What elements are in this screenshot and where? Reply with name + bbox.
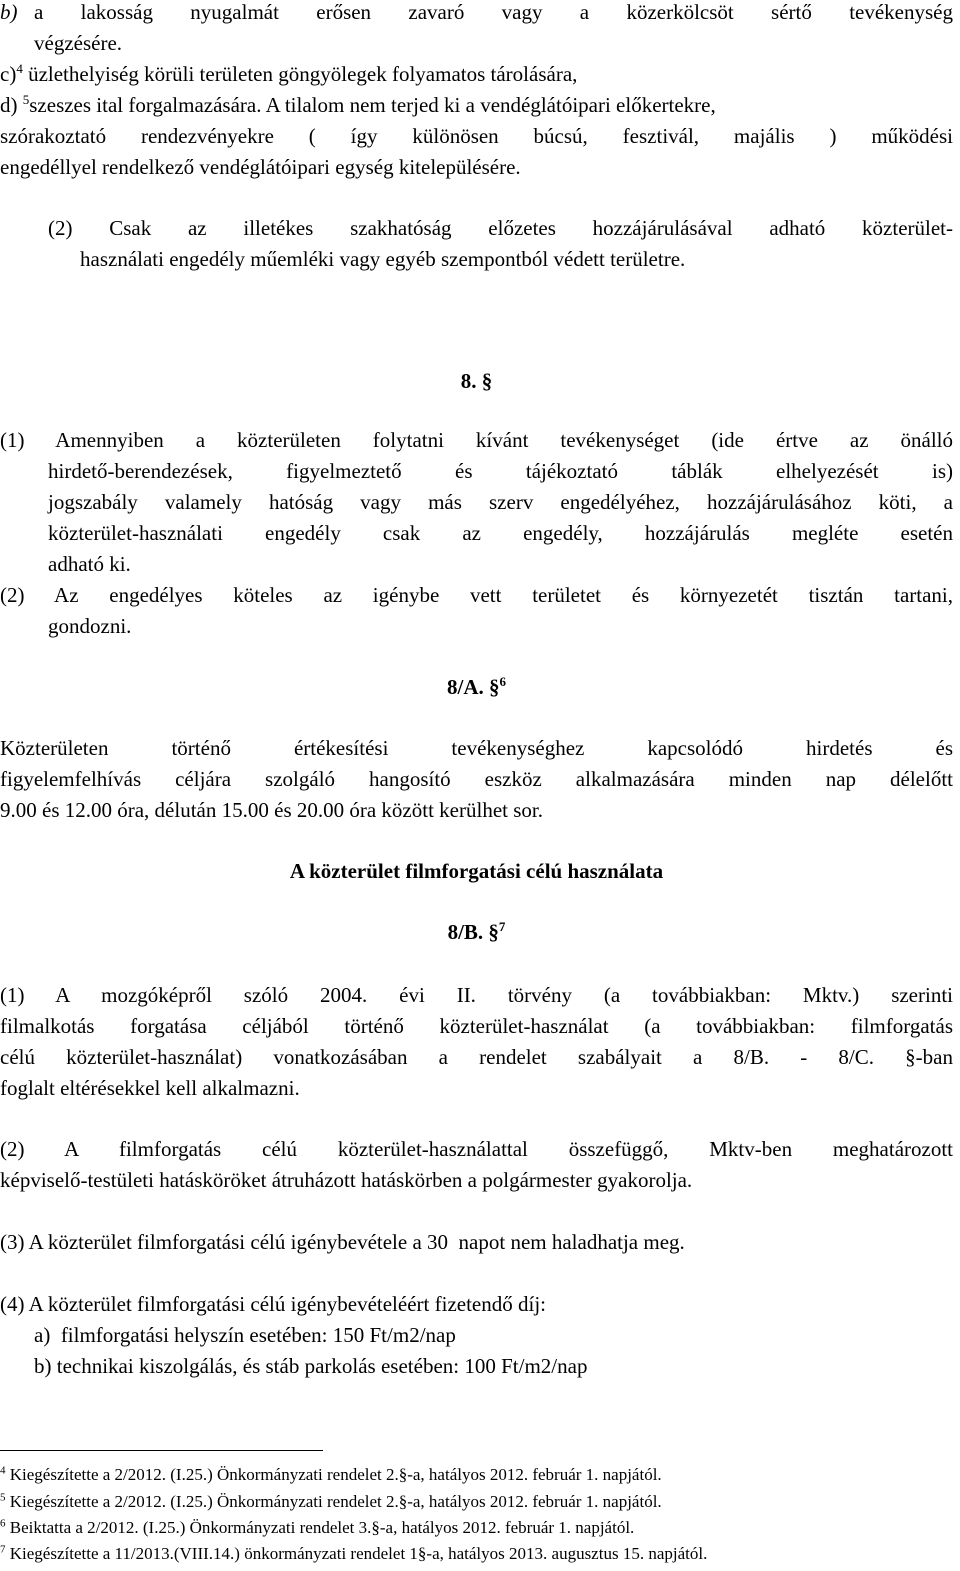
sec8a-line-2: figyelemfelhívás céljára szolgáló hangosító eszköz alkalmazására minden nap délelőtt xyxy=(0,767,953,791)
sec8-p2-line-1: (2) Az engedélyes köteles az igénybe vett területet és környezetét tisztán tartani, xyxy=(0,583,953,607)
sec8-p1-line-3: jogszabály valamely hatóság vagy más szerv engedélyéhez, hozzájárulásához köti, a xyxy=(48,490,953,514)
sec8b-p1-line-2: filmalkotás forgatása céljából történő közterület-használat (a továbbiakban: filmforgatás xyxy=(0,1014,953,1038)
section-8-heading: 8. § xyxy=(460,369,493,393)
sec8b-p2-line-2: képviselő-testületi hatásköröket átruházott hatáskörben a polgármester gyakorolja. xyxy=(0,1168,693,1192)
sec8b-p2-line-1: (2) A filmforgatás célú közterület-használattal összefüggő, Mktv-ben meghatározott xyxy=(0,1137,953,1161)
item-c-prefix: c) xyxy=(0,62,17,86)
footnote-5-number: 5 xyxy=(0,1491,6,1504)
sec8-p1-line-4: közterület-használati engedély csak az engedély, hozzájárulás megléte esetén xyxy=(48,521,953,545)
section-8b-heading-text: 8/B. § xyxy=(447,920,499,944)
item-d-prefix: d) xyxy=(0,93,23,117)
footnote-ref-4[interactable]: 4 xyxy=(16,61,23,76)
sec8b-p3: (3) A közterület filmforgatási célú igénybevétele a 30 napot nem haladhatja meg. xyxy=(0,1230,685,1254)
sec8b-p4-b: b) technikai kiszolgálás, és stáb parkolás esetében: 100 Ft/m2/nap xyxy=(34,1354,588,1378)
footnote-7-number: 7 xyxy=(0,1543,6,1556)
sec8-p1-line-2: hirdető-berendezések, figyelmeztető és tájékoztató táblák elhelyezését is) xyxy=(48,459,953,483)
sec8b-p1-line-1: (1) A mozgóképről szóló 2004. évi II. törvény (a továbbiakban: Mktv.) szerinti xyxy=(0,983,953,1007)
item-d-line-1 xyxy=(0,90,953,121)
sec8a-line-1: Közterületen történő értékesítési tevékenységhez kapcsolódó hirdetés és xyxy=(0,736,953,760)
item-d-text-2: szórakoztató rendezvényekre ( így különösen búcsú, fesztivál, majális ) működési xyxy=(0,124,953,148)
item-c-text: üzlethelyiség körüli területen göngyölegek folyamatos tárolására, xyxy=(22,62,578,86)
sec8-p1-line-1: (1) Amennyiben a közterületen folytatni kívánt tevékenységet (ide értve az önálló xyxy=(0,428,953,452)
item-c-line xyxy=(0,59,953,90)
par7-2-line-1: (2) Csak az illetékes szakhatóság előzetes hozzájárulásával adható közterület- xyxy=(48,216,953,240)
item-d-text-3: engedéllyel rendelkező vendéglátóipari egység kitelepülésére. xyxy=(0,155,521,179)
footnote-separator xyxy=(0,1450,323,1451)
footnote-6 xyxy=(0,1518,634,1538)
footnote-7-text: Kiegészítette a 11/2013.(VIII.14.) önkormányzati rendelet 1§-a, hatályos 2013. augusztus 15. napjától. xyxy=(5,1544,708,1563)
section-8b-heading xyxy=(0,917,953,948)
footnote-4-text: Kiegészítette a 2/2012. (I.25.) Önkormányzati rendelet 2.§-a, hatályos 2012. február 1. napjától. xyxy=(5,1465,662,1484)
sec8-p1-line-5: adható ki. xyxy=(48,552,131,576)
footnote-4 xyxy=(0,1465,662,1485)
footnote-6-number: 6 xyxy=(0,1517,6,1530)
par7-2-line-2: használati engedély műemléki vagy egyéb szempontból védett területre. xyxy=(80,247,686,271)
item-b-line-1 xyxy=(0,0,953,28)
section-8a-heading xyxy=(0,672,953,703)
item-b-text-2: végzésére. xyxy=(34,31,123,55)
sec8b-p1-line-4: foglalt eltérésekkel kell alkalmazni. xyxy=(0,1076,300,1100)
item-d-text-1: szeszes ital forgalmazására. A tilalom nem terjed ki a vendéglátóipari előkertekre, xyxy=(29,93,716,117)
footnote-7 xyxy=(0,1544,707,1564)
sec8b-p1-line-3: célú közterület-használat) vonatkozásában a rendelet szabályait a 8/B. - 8/C. §-ban xyxy=(0,1045,953,1069)
item-b-text-1: a lakosság nyugalmát erősen zavaró vagy a közerkölcsöt sértő tevékenység xyxy=(34,0,953,24)
footnote-5-text: Kiegészítette a 2/2012. (I.25.) Önkormányzati rendelet 2.§-a, hatályos 2012. február 1. napjától. xyxy=(5,1492,662,1511)
sec8b-p4: (4) A közterület filmforgatási célú igénybevételéért fizetendő díj: xyxy=(0,1292,546,1316)
sec8-p2-line-2: gondozni. xyxy=(48,614,132,638)
sec8a-line-3: 9.00 és 12.00 óra, délután 15.00 és 20.00 óra között kerülhet sor. xyxy=(0,798,543,822)
footnote-4-number: 4 xyxy=(0,1464,6,1477)
section-8a-heading-text: 8/A. § xyxy=(447,675,500,699)
footnote-ref-5[interactable]: 5 xyxy=(22,92,30,107)
footnote-5 xyxy=(0,1492,662,1512)
item-b-label: b) xyxy=(0,0,18,24)
footnote-6-text: Beiktatta a 2/2012. (I.25.) Önkormányzati rendelet 3.§-a, hatályos 2012. február 1. napjától. xyxy=(5,1518,635,1537)
footnote-ref-7[interactable]: 7 xyxy=(498,919,506,934)
sec8b-p4-a: a) filmforgatási helyszín esetében: 150 Ft/m2/nap xyxy=(34,1323,456,1347)
filmforgatas-subtitle: A közterület filmforgatási célú használata xyxy=(289,859,664,883)
footnote-ref-6[interactable]: 6 xyxy=(499,674,506,689)
